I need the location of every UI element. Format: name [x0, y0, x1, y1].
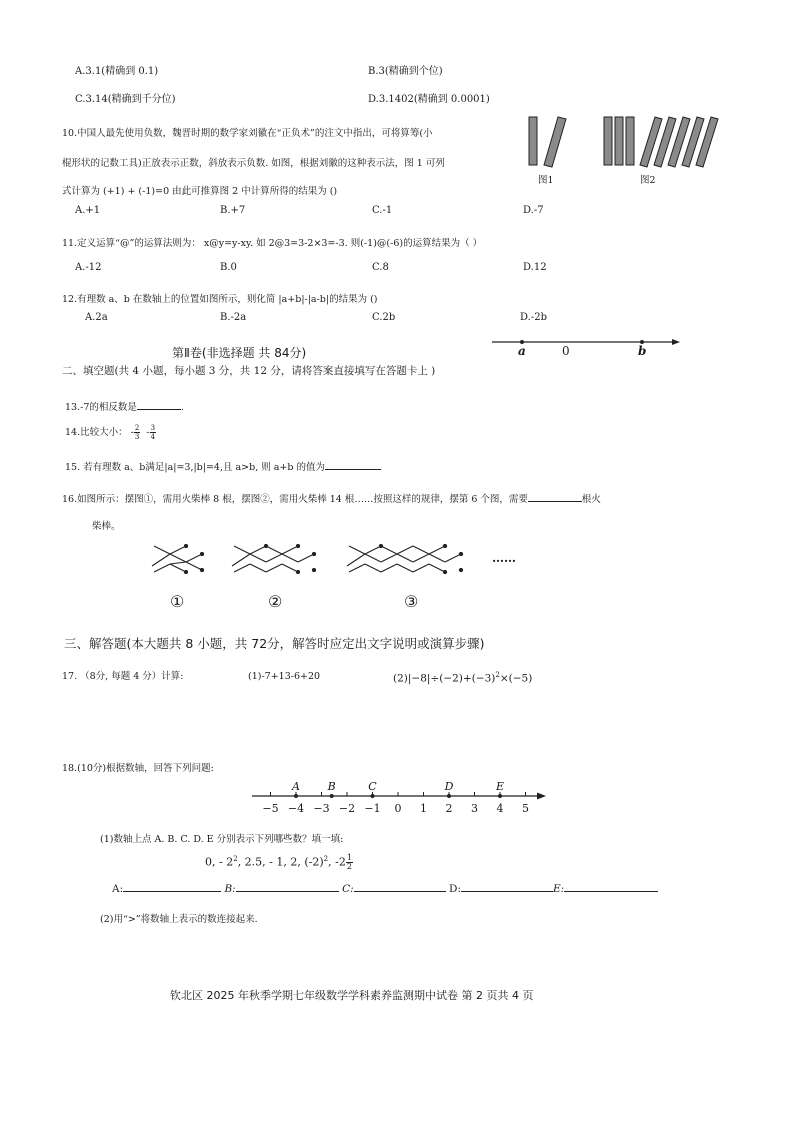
q11-option-a: A.-12 — [75, 262, 102, 273]
axis-point-a — [294, 794, 298, 798]
rod-upright — [529, 117, 537, 165]
axis-point-d — [447, 794, 451, 798]
axis-tick-label: 1 — [420, 802, 427, 815]
q16-line1: 16.如图所示：摆图①，需用火柴棒 8 根，摆图②，需用火柴棒 14 根……按照这样的规律，摆第 6 个图，需要 — [62, 494, 528, 505]
q10-line1: 10.中国人最先使用负数，魏晋时期的数学家刘徽在“正负术”的注文中指出，可将算筹(小 — [62, 128, 433, 139]
q12-option-b: B.-2a — [220, 312, 247, 323]
q13-text: 13.-7的相反数是 — [65, 402, 137, 413]
q10-line3: 式计算为 (+1) + (-1)=0 由此可推算图 2 中计算所得的结果为 () — [62, 186, 338, 197]
axis-arrow — [537, 793, 546, 800]
q14-fraction-2-sign: - — [146, 427, 150, 438]
q18-sub2: (2)用“>”将数轴上表示的数连接起来. — [100, 914, 258, 925]
q12-text: 12.有理数 a、b 在数轴上的位置如图所示，则化简 |a+b|-|a-b|的结果为 () — [62, 294, 378, 305]
axis-tick-label: −2 — [338, 802, 356, 815]
matchstick-figures — [148, 534, 528, 584]
q18-values-fraction: $\frac{1}{2}$ — [346, 853, 352, 872]
q11-option-b: B.0 — [220, 262, 237, 273]
counting-rods-figure-1 — [526, 113, 576, 169]
axis-point-c — [371, 794, 375, 798]
q18-values: 0, - $2^2$, 2.5, - 1, 2, $(-2)^2$, -2 $\frac{1}{2}$ — [205, 853, 352, 872]
q17-part1: (1)-7+13-6+20 — [248, 671, 321, 682]
q11-option-c: C.8 — [372, 262, 389, 273]
section2-title: 二、填空题(共 4 小题，每小题 3 分，共 12 分，请将答案直接填写在答题卡上 ) — [62, 365, 436, 377]
q15-question — [65, 459, 381, 474]
q15-answer-blank — [325, 459, 381, 470]
axis-tick-label: 3 — [471, 802, 478, 815]
matchstick-figure-1 — [152, 544, 204, 573]
q9-option-c: C.3.14(精确到千分位) — [75, 94, 176, 105]
q12-label-b: b — [638, 344, 647, 358]
q11-option-d: D.12 — [523, 262, 547, 273]
rod-slanted — [544, 117, 566, 167]
q16-line1-wrap — [62, 491, 601, 506]
counting-rods-figure-2 — [603, 113, 718, 169]
q16-line1-end: 根火 — [581, 494, 601, 505]
axis-point-label: A — [292, 780, 300, 793]
q18-label-c: C: — [342, 883, 354, 895]
q12-label-zero: 0 — [562, 344, 570, 358]
q18-label-e: E: — [552, 883, 565, 895]
q18-label-a: A: — [112, 883, 124, 895]
fig2-label: 图2 — [640, 175, 656, 186]
q16-label-2: ② — [268, 592, 283, 611]
q12-option-d: D.-2b — [520, 312, 547, 323]
axis-point-label: C — [368, 780, 377, 793]
q18-label-b: B: — [224, 883, 236, 895]
q10-option-d: D.-7 — [523, 205, 544, 216]
axis-tick-label: −3 — [313, 802, 330, 815]
q18-blank-c[interactable] — [354, 881, 446, 892]
axis-point-label: E — [495, 780, 505, 793]
q14-prefix: 14.比较大小： — [65, 427, 128, 438]
q10-option-c: C.-1 — [372, 205, 393, 216]
q16-line2: 柴棒。 — [92, 521, 121, 532]
q10-line2: 棍形状的记数工具)正放表示正数，斜放表示负数. 如图，根据刘徽的这种表示法，图 1 可列 — [62, 158, 445, 169]
q10-option-a: A.+1 — [75, 205, 101, 216]
q18-label-d: D: — [449, 883, 461, 895]
q14-fraction-1-sign: - — [130, 427, 134, 438]
axis-point-label: B — [327, 780, 336, 793]
q12-option-a: A.2a — [85, 312, 108, 323]
q14-question — [65, 424, 156, 441]
axis-tick-label: 0 — [394, 802, 402, 815]
q12-option-c: C.2b — [372, 312, 396, 323]
q15-text: 15. 若有理数 a、b满足|a|=3,|b|=4,且 a>b, 则 a+b 的值为 — [65, 462, 325, 473]
q16-ellipsis: …… — [492, 551, 516, 565]
q11-text: 11.定义运算“@”的运算法则为： x@y=y-xy. 如 2@3=3-2×3=-3. 则(-1)@(-6)的运算结果为（ ） — [62, 238, 483, 249]
q18-blank-d[interactable] — [461, 881, 553, 892]
q13-question: 13.-7的相反数是 . — [65, 399, 184, 414]
q18-head: 18.(10分)根据数轴，回答下列问题: — [62, 763, 214, 774]
q9-option-b: B.3(精确到个位) — [368, 66, 443, 77]
q16-label-1: ① — [170, 592, 185, 611]
q18-sub1: (1)数轴上点 A. B. C. D. E 分别表示下列哪些数？填一填: — [100, 834, 344, 845]
q18-blank-b[interactable] — [236, 881, 339, 892]
axis-tick-label: 4 — [496, 802, 504, 815]
q10-option-b: B.+7 — [220, 205, 246, 216]
part2-title: 第Ⅱ卷(非选择题 共 84分) — [172, 346, 307, 360]
q16-label-3: ③ — [404, 592, 419, 611]
axis-arrow — [672, 339, 680, 345]
rod-upright — [615, 117, 623, 165]
q13-answer-blank — [137, 399, 181, 410]
q16-answer-blank — [528, 491, 582, 502]
rod-upright — [604, 117, 612, 165]
axis-point-b — [330, 794, 334, 798]
page-footer: 钦北区 2025 年秋季学期七年级数学学科素养监测期中试卷 第 2 页共 4 页 — [170, 989, 534, 1002]
axis-point-e — [498, 794, 502, 798]
q17-head: 17. （8分, 每题 4 分）计算: — [62, 671, 184, 682]
section3-title: 三、解答题(本大题共 8 小题，共 72分，解答时应定出文字说明或演算步骤) — [64, 636, 485, 651]
axis-tick-label: −1 — [364, 802, 381, 815]
fig1-label: 图1 — [538, 175, 554, 186]
q9-option-a: A.3.1(精确到 0.1) — [75, 66, 159, 77]
axis-point-label: D — [444, 780, 454, 793]
matchstick-figure-3 — [347, 544, 463, 573]
q17-part2: $(2)|-8|\div(-2)+(-3)^2\times(-5)$ — [393, 671, 533, 685]
q18-number-line — [250, 776, 550, 818]
q9-option-d: D.3.1402(精确到 0.0001) — [368, 94, 490, 105]
axis-tick-label: −5 — [262, 802, 279, 815]
matchstick-figure-2 — [232, 544, 316, 573]
rod-upright — [626, 117, 634, 165]
axis-tick-label: 2 — [445, 802, 453, 815]
q14-fraction-2: $\frac{3}{4}$ — [150, 424, 156, 441]
axis-tick-label: 5 — [522, 802, 529, 815]
q18-fill-row — [112, 881, 658, 895]
q12-label-a: a — [518, 344, 526, 358]
q14-fraction-1: $\frac{2}{3}$ — [134, 424, 140, 441]
q18-blank-a[interactable] — [123, 881, 221, 892]
axis-tick-label: −4 — [287, 802, 305, 815]
q18-blank-e[interactable] — [564, 881, 658, 892]
